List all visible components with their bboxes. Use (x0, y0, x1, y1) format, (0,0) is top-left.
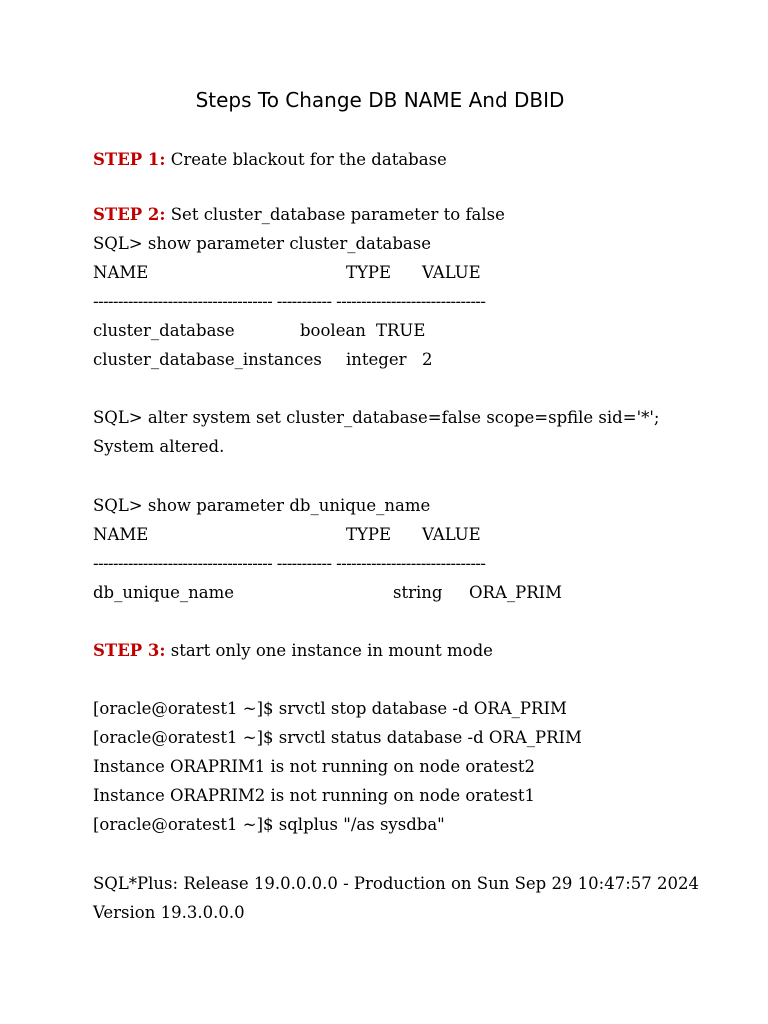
step2-line (93, 203, 505, 227)
cmd-show-cluster-database: SQL> show parameter cluster_database (93, 234, 431, 253)
sqlplus-banner: SQL*Plus: Release 19.0.0.0.0 - Production on Sun Sep 29 10:47:57 2024 (93, 874, 700, 893)
row-value: 2 (422, 350, 433, 369)
header-value: VALUE (422, 263, 481, 282)
row-name: db_unique_name (93, 583, 234, 602)
table-separator: ------------------------------------ ----------- ------------------------------ (93, 554, 486, 573)
step3-line (93, 639, 493, 663)
header-name: NAME (93, 525, 149, 544)
table-row (93, 348, 693, 372)
row-value: TRUE (376, 321, 426, 340)
row-name: cluster_database_instances (93, 350, 322, 369)
header-type: TYPE (346, 263, 392, 282)
row-type: boolean (300, 321, 366, 340)
header-name: NAME (93, 263, 149, 282)
shell-line: [oracle@oratest1 ~]$ srvctl stop database -d ORA_PRIM (93, 699, 567, 718)
header-type: TYPE (346, 525, 392, 544)
cmd-alter-system: SQL> alter system set cluster_database=false scope=spfile sid='*'; (93, 408, 660, 427)
step2-label: STEP 2: (93, 205, 166, 224)
shell-line: Instance ORAPRIM1 is not running on node oratest2 (93, 757, 535, 776)
table-header (93, 261, 693, 285)
row-value: ORA_PRIM (469, 583, 563, 602)
step1-text: Create blackout for the database (170, 150, 447, 169)
row-name: cluster_database (93, 321, 235, 340)
shell-line: Instance ORAPRIM2 is not running on node oratest1 (93, 786, 535, 805)
header-value: VALUE (422, 525, 481, 544)
table-row (93, 319, 693, 343)
table-separator: ------------------------------------ ----------- ------------------------------ (93, 292, 486, 311)
step2-text: Set cluster_database parameter to false (170, 205, 505, 224)
table-row (93, 581, 693, 605)
row-type: string (393, 583, 443, 602)
row-type: integer (346, 350, 407, 369)
page-title: Steps To Change DB NAME And DBID (195, 88, 565, 112)
step1-label: STEP 1: (93, 150, 166, 169)
step3-label: STEP 3: (93, 641, 166, 660)
sqlplus-version: Version 19.3.0.0.0 (93, 903, 245, 922)
shell-line: [oracle@oratest1 ~]$ srvctl status database -d ORA_PRIM (93, 728, 582, 747)
step1-line (93, 148, 447, 172)
table-header (93, 523, 693, 547)
shell-line: [oracle@oratest1 ~]$ sqlplus "/as sysdba" (93, 815, 445, 834)
cmd-show-db-unique-name: SQL> show parameter db_unique_name (93, 496, 431, 515)
system-altered-text: System altered. (93, 437, 225, 456)
step3-text: start only one instance in mount mode (170, 641, 493, 660)
